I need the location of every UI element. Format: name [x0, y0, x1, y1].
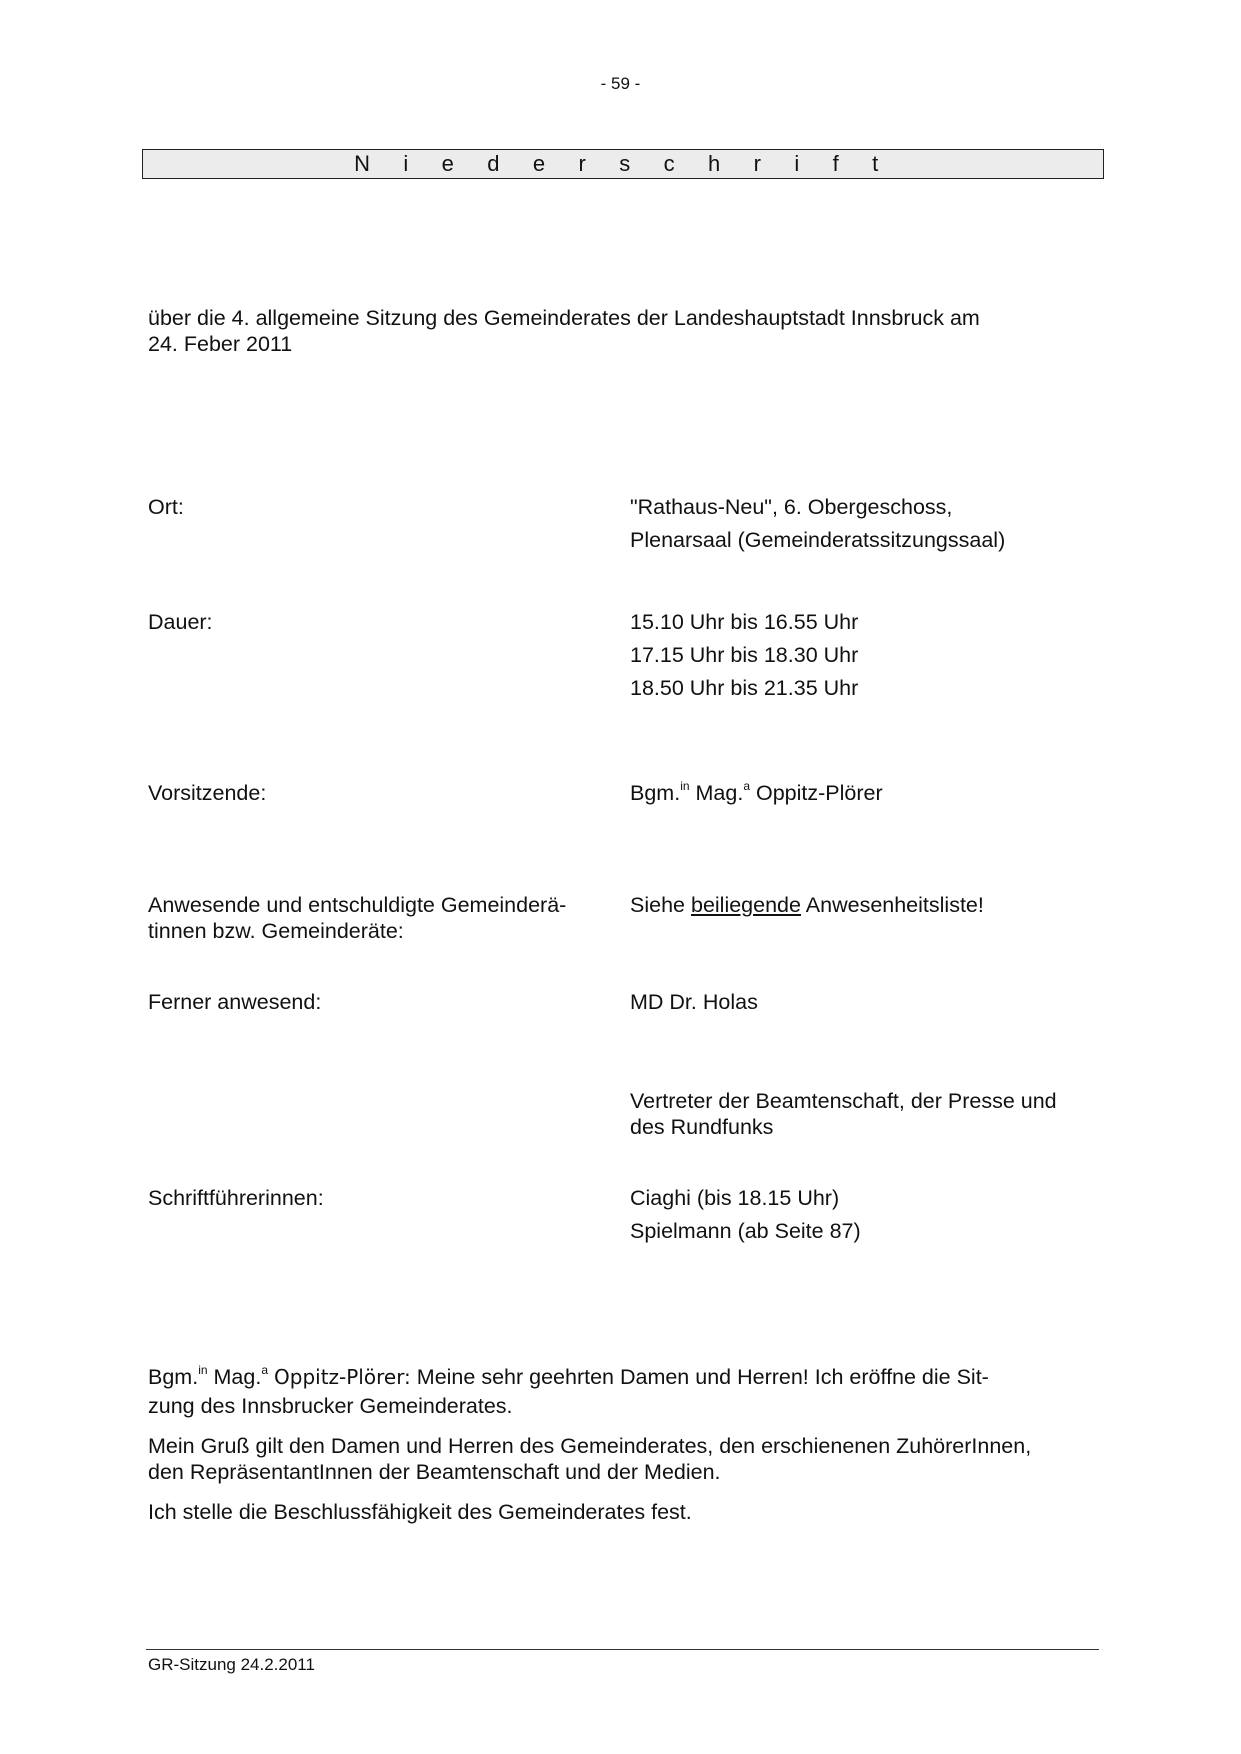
mag-suffix: a [743, 779, 751, 793]
dauer-line: 17.15 Uhr bis 18.30 Uhr [630, 643, 859, 667]
schrift-line: Ciaghi (bis 18.15 Uhr) [630, 1186, 840, 1210]
speech-paragraph [148, 1364, 1108, 1419]
mag-title: Mag. [695, 781, 744, 805]
document-title-box [142, 149, 1104, 179]
document-title: N i e d e r s c h r i f t [354, 151, 892, 176]
label-ferner-anwesend: Ferner anwesend: [148, 990, 322, 1014]
speech-text: Meine sehr geehrten Damen und Herren! Ich eröffne die Sit- [416, 1365, 989, 1389]
anwesende-label-line: tinnen bzw. Gemeinderäte: [148, 919, 404, 943]
intro-line: über die 4. allgemeine Sitzung des Gemeinderates der Landeshauptstadt Innsbruck am [148, 306, 980, 330]
speech-text: Ich stelle die Beschlussfähigkeit des Gemeinderates fest. [148, 1500, 692, 1524]
value-schriftfuehrerinnen [630, 1185, 1110, 1251]
speech-text: den RepräsentantInnen der Beamtenschaft und der Medien. [148, 1460, 721, 1484]
dauer-line: 15.10 Uhr bis 16.55 Uhr [630, 610, 859, 634]
footer-text: GR-Sitzung 24.2.2011 [148, 1655, 315, 1674]
ort-line: Plenarsaal (Gemeinderatssitzungssaal) [630, 528, 1006, 552]
speech-text: Mein Gruß gilt den Damen und Herren des Gemeinderates, den erschienenen ZuhörerInnen, [148, 1434, 1032, 1458]
speech-section [148, 1364, 1108, 1539]
label-dauer: Dauer: [148, 610, 213, 634]
speech-text: zung des Innsbrucker Gemeinderates. [148, 1394, 513, 1418]
value-vertreter [630, 1088, 1110, 1140]
bgm-title: Bgm. [630, 781, 681, 805]
speech-mag: Mag. [213, 1365, 262, 1389]
label-anwesende [148, 892, 608, 944]
chair-name: Oppitz-Plörer [756, 781, 883, 805]
footer-divider [146, 1649, 1099, 1650]
intro-date: 24. Feber 2011 [148, 332, 293, 356]
anwesende-label-line: Anwesende und entschuldigte Gemeinderä- [148, 893, 567, 917]
speech-paragraph [148, 1433, 1108, 1485]
page-number: - 59 - [600, 74, 641, 93]
speech-bgm: Bgm. [148, 1365, 199, 1389]
attachment-reference: beiliegende [690, 893, 801, 917]
value-anwesende [630, 892, 1110, 918]
bgm-suffix: in [680, 779, 690, 793]
label-ort: Ort: [148, 495, 184, 519]
vertreter-line: des Rundfunks [630, 1115, 774, 1139]
anwesende-post: Anwesenheitsliste! [805, 893, 984, 917]
speech-mag-suffix: a [261, 1363, 269, 1377]
speech-bgm-suffix: in [198, 1363, 208, 1377]
speech-paragraph [148, 1499, 1108, 1525]
value-vorsitzende [630, 780, 1110, 809]
label-vorsitzende: Vorsitzende: [148, 781, 267, 805]
speaker-name: Oppitz-Plörer: [274, 1365, 411, 1389]
value-dauer [630, 609, 1110, 708]
schrift-line: Spielmann (ab Seite 87) [630, 1219, 861, 1243]
intro-paragraph [148, 305, 1108, 357]
dauer-line: 18.50 Uhr bis 21.35 Uhr [630, 676, 859, 700]
value-ort [630, 494, 1110, 560]
anwesende-pre: Siehe [630, 893, 685, 917]
label-schriftfuehrerinnen: Schriftführerinnen: [148, 1186, 324, 1210]
vertreter-line: Vertreter der Beamtenschaft, der Presse und [630, 1089, 1057, 1113]
ort-line: "Rathaus-Neu", 6. Obergeschoss, [630, 495, 953, 519]
value-ferner-anwesend: MD Dr. Holas [630, 990, 758, 1014]
